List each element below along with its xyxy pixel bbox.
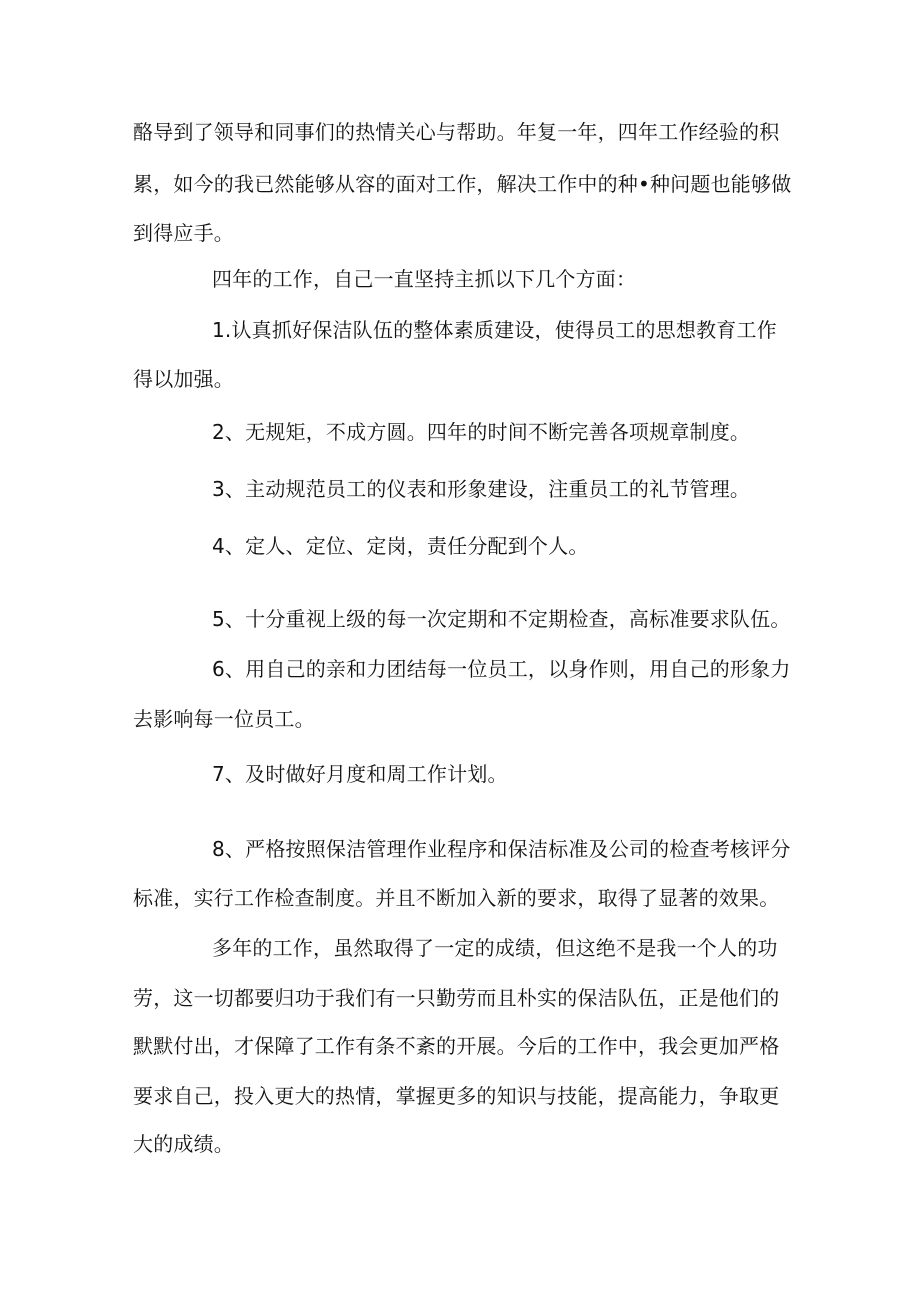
list-item-8-line-2: 标准，实行工作检查制度。并且不断加入新的要求，取得了显著的效果。 — [133, 886, 780, 910]
list-item-3: 3、主动规范员工的仪表和形象建设，注重员工的礼节管理。 — [212, 477, 751, 501]
closing-line-5: 大的成绩。 — [133, 1132, 234, 1156]
closing-line-4: 要求自己，投入更大的热情，掌握更多的知识与技能，提高能力，争取更 — [133, 1084, 780, 1108]
text-line-3: 到得应手。 — [133, 221, 234, 245]
closing-line-3: 默默付出，才保障了工作有条不紊的开展。今后的工作中，我会更加严格 — [133, 1034, 780, 1058]
list-item-2: 2、无规矩，不成方圆。四年的时间不断完善各项规章制度。 — [212, 420, 751, 444]
list-item-6-line-2: 去影响每一位员工。 — [133, 707, 315, 731]
list-item-1-line-2: 得以加强。 — [133, 367, 234, 391]
intro-paragraph: 四年的工作，自己一直坚持主抓以下几个方面： — [212, 267, 637, 291]
text-line-2: 累，如今的我已然能够从容的面对工作，解决工作中的种•种问题也能够做 — [133, 172, 792, 196]
list-item-1-line-1: 1.认真抓好保洁队伍的整体素质建设，使得员工的思想教育工作 — [212, 318, 777, 342]
list-item-7: 7、及时做好月度和周工作计划。 — [212, 762, 508, 786]
list-item-4: 4、定人、定位、定岗，责任分配到个人。 — [212, 534, 589, 558]
closing-line-2: 劳，这一切都要归功于我们有一只勤劳而且朴实的保洁队伍，正是他们的 — [133, 986, 780, 1010]
list-item-8-line-1: 8、严格按照保洁管理作业程序和保洁标准及公司的检查考核评分 — [212, 837, 791, 861]
list-item-5: 5、十分重视上级的每一次定期和不定期检查，高标准要求队伍。 — [212, 607, 791, 631]
list-item-6-line-1: 6、用自己的亲和力团结每一位员工，以身作则，用自己的形象力 — [212, 657, 791, 681]
text-line-1: 酪导到了领导和同事们的热情关心与帮助。年复一年，四年工作经验的积 — [133, 120, 780, 144]
closing-line-1: 多年的工作，虽然取得了一定的成绩，但这绝不是我一个人的功 — [212, 936, 778, 960]
